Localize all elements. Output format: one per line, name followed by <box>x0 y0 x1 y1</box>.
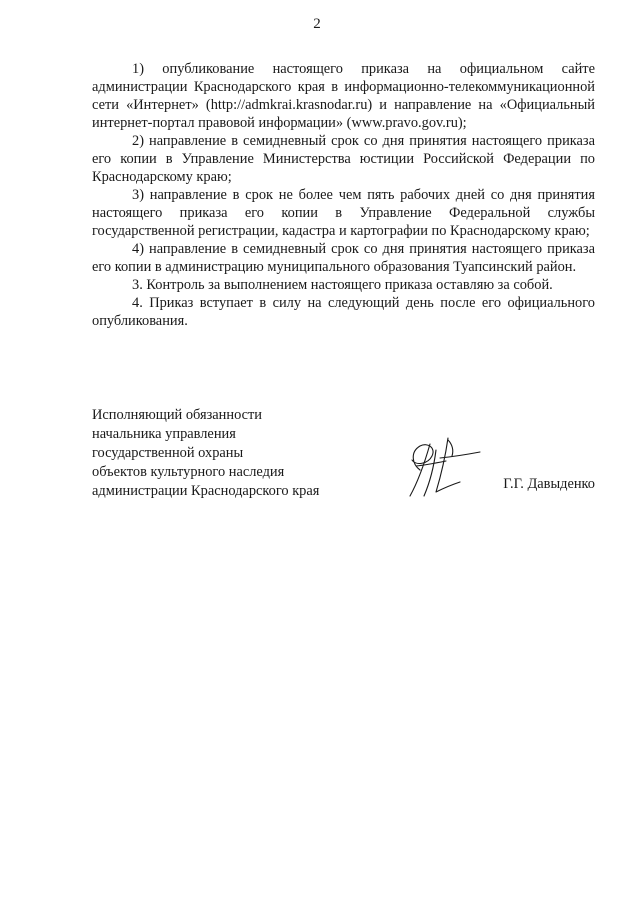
position-line: объектов культурного наследия <box>92 464 285 480</box>
page-number: 2 <box>313 16 321 32</box>
paragraph-control: 3. Контроль за выполнением настоящего приказа оставляю за собой. <box>132 277 553 293</box>
position-line: администрации Краснодарского края <box>92 483 320 499</box>
paragraph-effective-date: 4. Приказ вступает в силу на следующий день после его официального опубликования. <box>92 295 595 329</box>
signature-block <box>92 406 595 506</box>
paragraph-rosreestr: 3) направление в срок не более чем пять рабочих дней со дня принятия настоящего приказа его копии в Управление Федеральной службы государственной регистрации, кадастра и картографии по Краснодарскому краю; <box>92 187 595 239</box>
signatory-position <box>92 406 319 501</box>
paragraph-municipality: 4) направление в семидневный срок со дня принятия настоящего приказа его копии в администрацию муниципального образования Туапсинский район. <box>92 241 595 275</box>
position-line: Исполняющий обязанности <box>92 407 263 423</box>
position-line: начальника управления <box>92 426 236 442</box>
paragraph-publication: 1) опубликование настоящего приказа на официальном сайте администрации Краснодарского края в информационно-телекоммуникационной сети «Интернет» (http://admkrai.krasnodar.ru) и направление на «Официальный интернет-портал правовой информации» (www.pravo.gov.ru); <box>92 61 595 131</box>
signatory-name: Г.Г. Давыденко <box>503 476 595 492</box>
handwritten-signature <box>390 436 482 500</box>
document-body <box>92 60 595 330</box>
paragraph-ministry-justice: 2) направление в семидневный срок со дня принятия настоящего приказа его копии в Управление Министерства юстиции Российской Федерации по Краснодарскому краю; <box>92 133 595 185</box>
position-line: государственной охраны <box>92 445 244 461</box>
